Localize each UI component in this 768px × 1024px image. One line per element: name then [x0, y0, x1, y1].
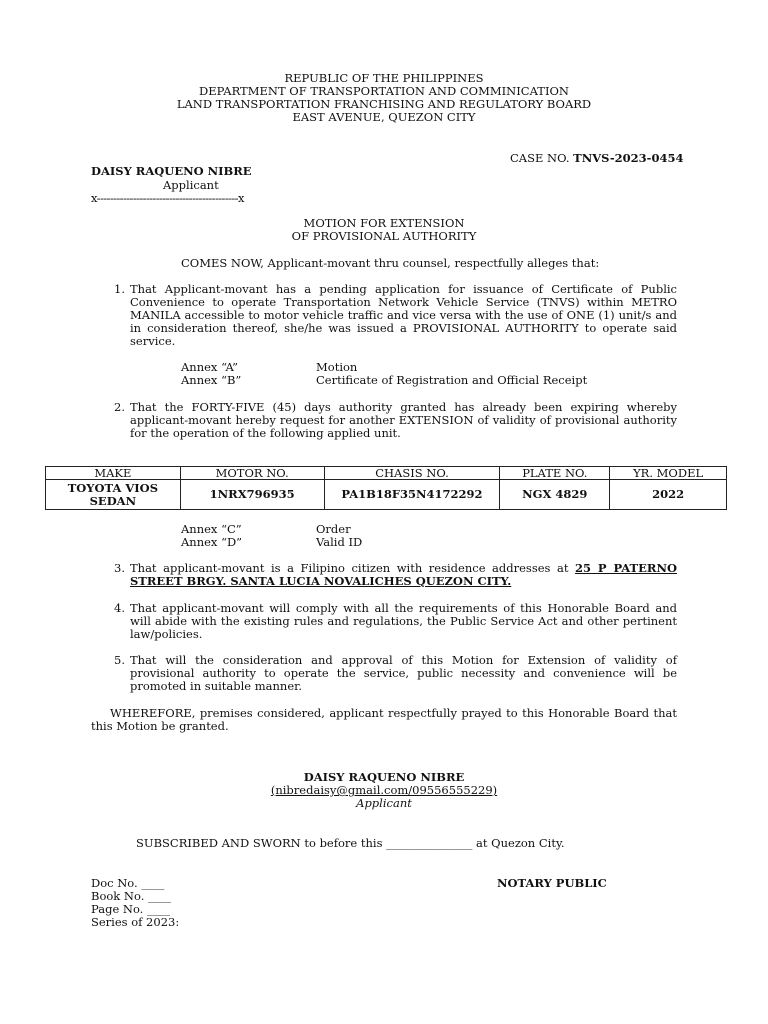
paragraph-number: 3. [114, 561, 125, 575]
paragraph-2 [114, 401, 677, 440]
paragraph-text [130, 562, 677, 588]
motion-title-line2: OF PROVISIONAL AUTHORITY [291, 229, 477, 243]
subscribed-sworn: SUBSCRIBED AND SWORN to before this _______________ at Quezon City. [136, 836, 565, 850]
annex-a-desc: Motion [316, 360, 358, 374]
annex-d-label: Annex “D” [181, 535, 243, 549]
signatory-contact: (nibredaisy@gmail.com/09556555229) [270, 783, 498, 797]
annex-b-label: Annex “B” [181, 373, 242, 387]
units-table [45, 466, 727, 510]
signatory-role: Applicant [356, 796, 412, 810]
annex-c-desc: Order [316, 522, 351, 536]
paragraph-number: 5. [114, 653, 125, 667]
applicant-name: DAISY RAQUENO NIBRE [91, 164, 252, 178]
paragraph-number: 4. [114, 601, 125, 615]
paragraph-4 [114, 602, 677, 641]
paragraph-text: That the FORTY-FIVE (45) days authority granted has already been expiring whereby applicant-movant hereby request for another EXTENSION of validity of provisional authority for the operation of the following applied unit. [130, 400, 677, 440]
header-motor-no: MOTOR NO. [180, 467, 324, 480]
table-row [46, 480, 727, 510]
case-value: TNVS-2023-0454 [573, 151, 684, 165]
cell-make: TOYOTA VIOS SEDAN [46, 480, 181, 510]
paragraph-5 [114, 654, 677, 693]
page-no: Page No. ____ [91, 902, 170, 916]
paragraph-text: That Applicant-movant has a pending application for issuance of Certificate of Public Convenience to operate Transportation Network Vehicle Service (TNVS) within METRO MANILA accessible to motor vehicle traffic and vice versa with the use of ONE (1) unit/s and in consideration thereof, she/he was issued a PROVISIONAL AUTHORITY to operate said service. [130, 282, 677, 348]
applicant-role: Applicant [163, 178, 219, 192]
header-chasis-no: CHASIS NO. [324, 467, 500, 480]
header-yr-model: YR. MODEL [610, 467, 727, 480]
case-label: CASE NO. [510, 151, 574, 165]
paragraph-text: That applicant-movant will comply with all the requirements of this Honorable Board and will abide with the existing rules and regulations, the Public Service Act and other pertinent law/policies. [130, 601, 677, 641]
cell-chasis-no: PA1B18F35N4172292 [324, 480, 500, 510]
doc-no: Doc No. ____ [91, 876, 165, 890]
paragraph-number: 1. [114, 282, 125, 296]
wherefore-paragraph: WHEREFORE, premises considered, applicant respectfully prayed to this Honorable Board that this Motion be granted. [91, 706, 677, 733]
header-address: EAST AVENUE, QUEZON CITY [292, 110, 476, 124]
cell-plate-no: NGX 4829 [500, 480, 610, 510]
notary-public-label: NOTARY PUBLIC [497, 876, 607, 890]
annex-a-label: Annex “A” [181, 360, 238, 374]
paragraph-text: That will the consideration and approval of this Motion for Extension of validity of provisional authority to operate the service, public necessity and convenience will be promoted in suitable manner. [130, 653, 677, 693]
annex-d-desc: Valid ID [316, 535, 363, 549]
residence-address: 25 P PATERNO STREET BRGY. SANTA LUCIA NOVALICHES QUEZON CITY. [130, 561, 677, 588]
cell-yr-model: 2022 [610, 480, 727, 510]
motion-title-line1: MOTION FOR EXTENSION [303, 216, 465, 230]
document-header [0, 72, 768, 124]
residence-text: That applicant-movant is a Filipino citizen with residence addresses at [130, 561, 576, 575]
header-republic: REPUBLIC OF THE PHILIPPINES [284, 71, 484, 85]
series-year: Series of 2023: [91, 915, 180, 929]
annex-c-label: Annex “C” [181, 522, 242, 536]
book-no: Book No. ____ [91, 889, 172, 903]
header-make: MAKE [46, 467, 181, 480]
caption-separator: x-------------------------------------------x [91, 191, 244, 205]
intro-paragraph: COMES NOW, Applicant-movant thru counsel, respectfully alleges that: [181, 256, 600, 270]
header-board: LAND TRANSPORTATION FRANCHISING AND REGULATORY BOARD [176, 97, 592, 111]
header-plate-no: PLATE NO. [500, 467, 610, 480]
paragraph-number: 2. [114, 400, 125, 414]
paragraph-1 [114, 283, 677, 348]
table-header-row [46, 467, 727, 480]
paragraph-3 [114, 562, 677, 588]
header-department: DEPARTMENT OF TRANSPORTATION AND COMMINICATION [199, 84, 569, 98]
signatory-name: DAISY RAQUENO NIBRE [303, 770, 465, 784]
case-number [510, 152, 683, 165]
cell-motor-no: 1NRX796935 [180, 480, 324, 510]
annex-b-desc: Certificate of Registration and Official Receipt [316, 373, 588, 387]
